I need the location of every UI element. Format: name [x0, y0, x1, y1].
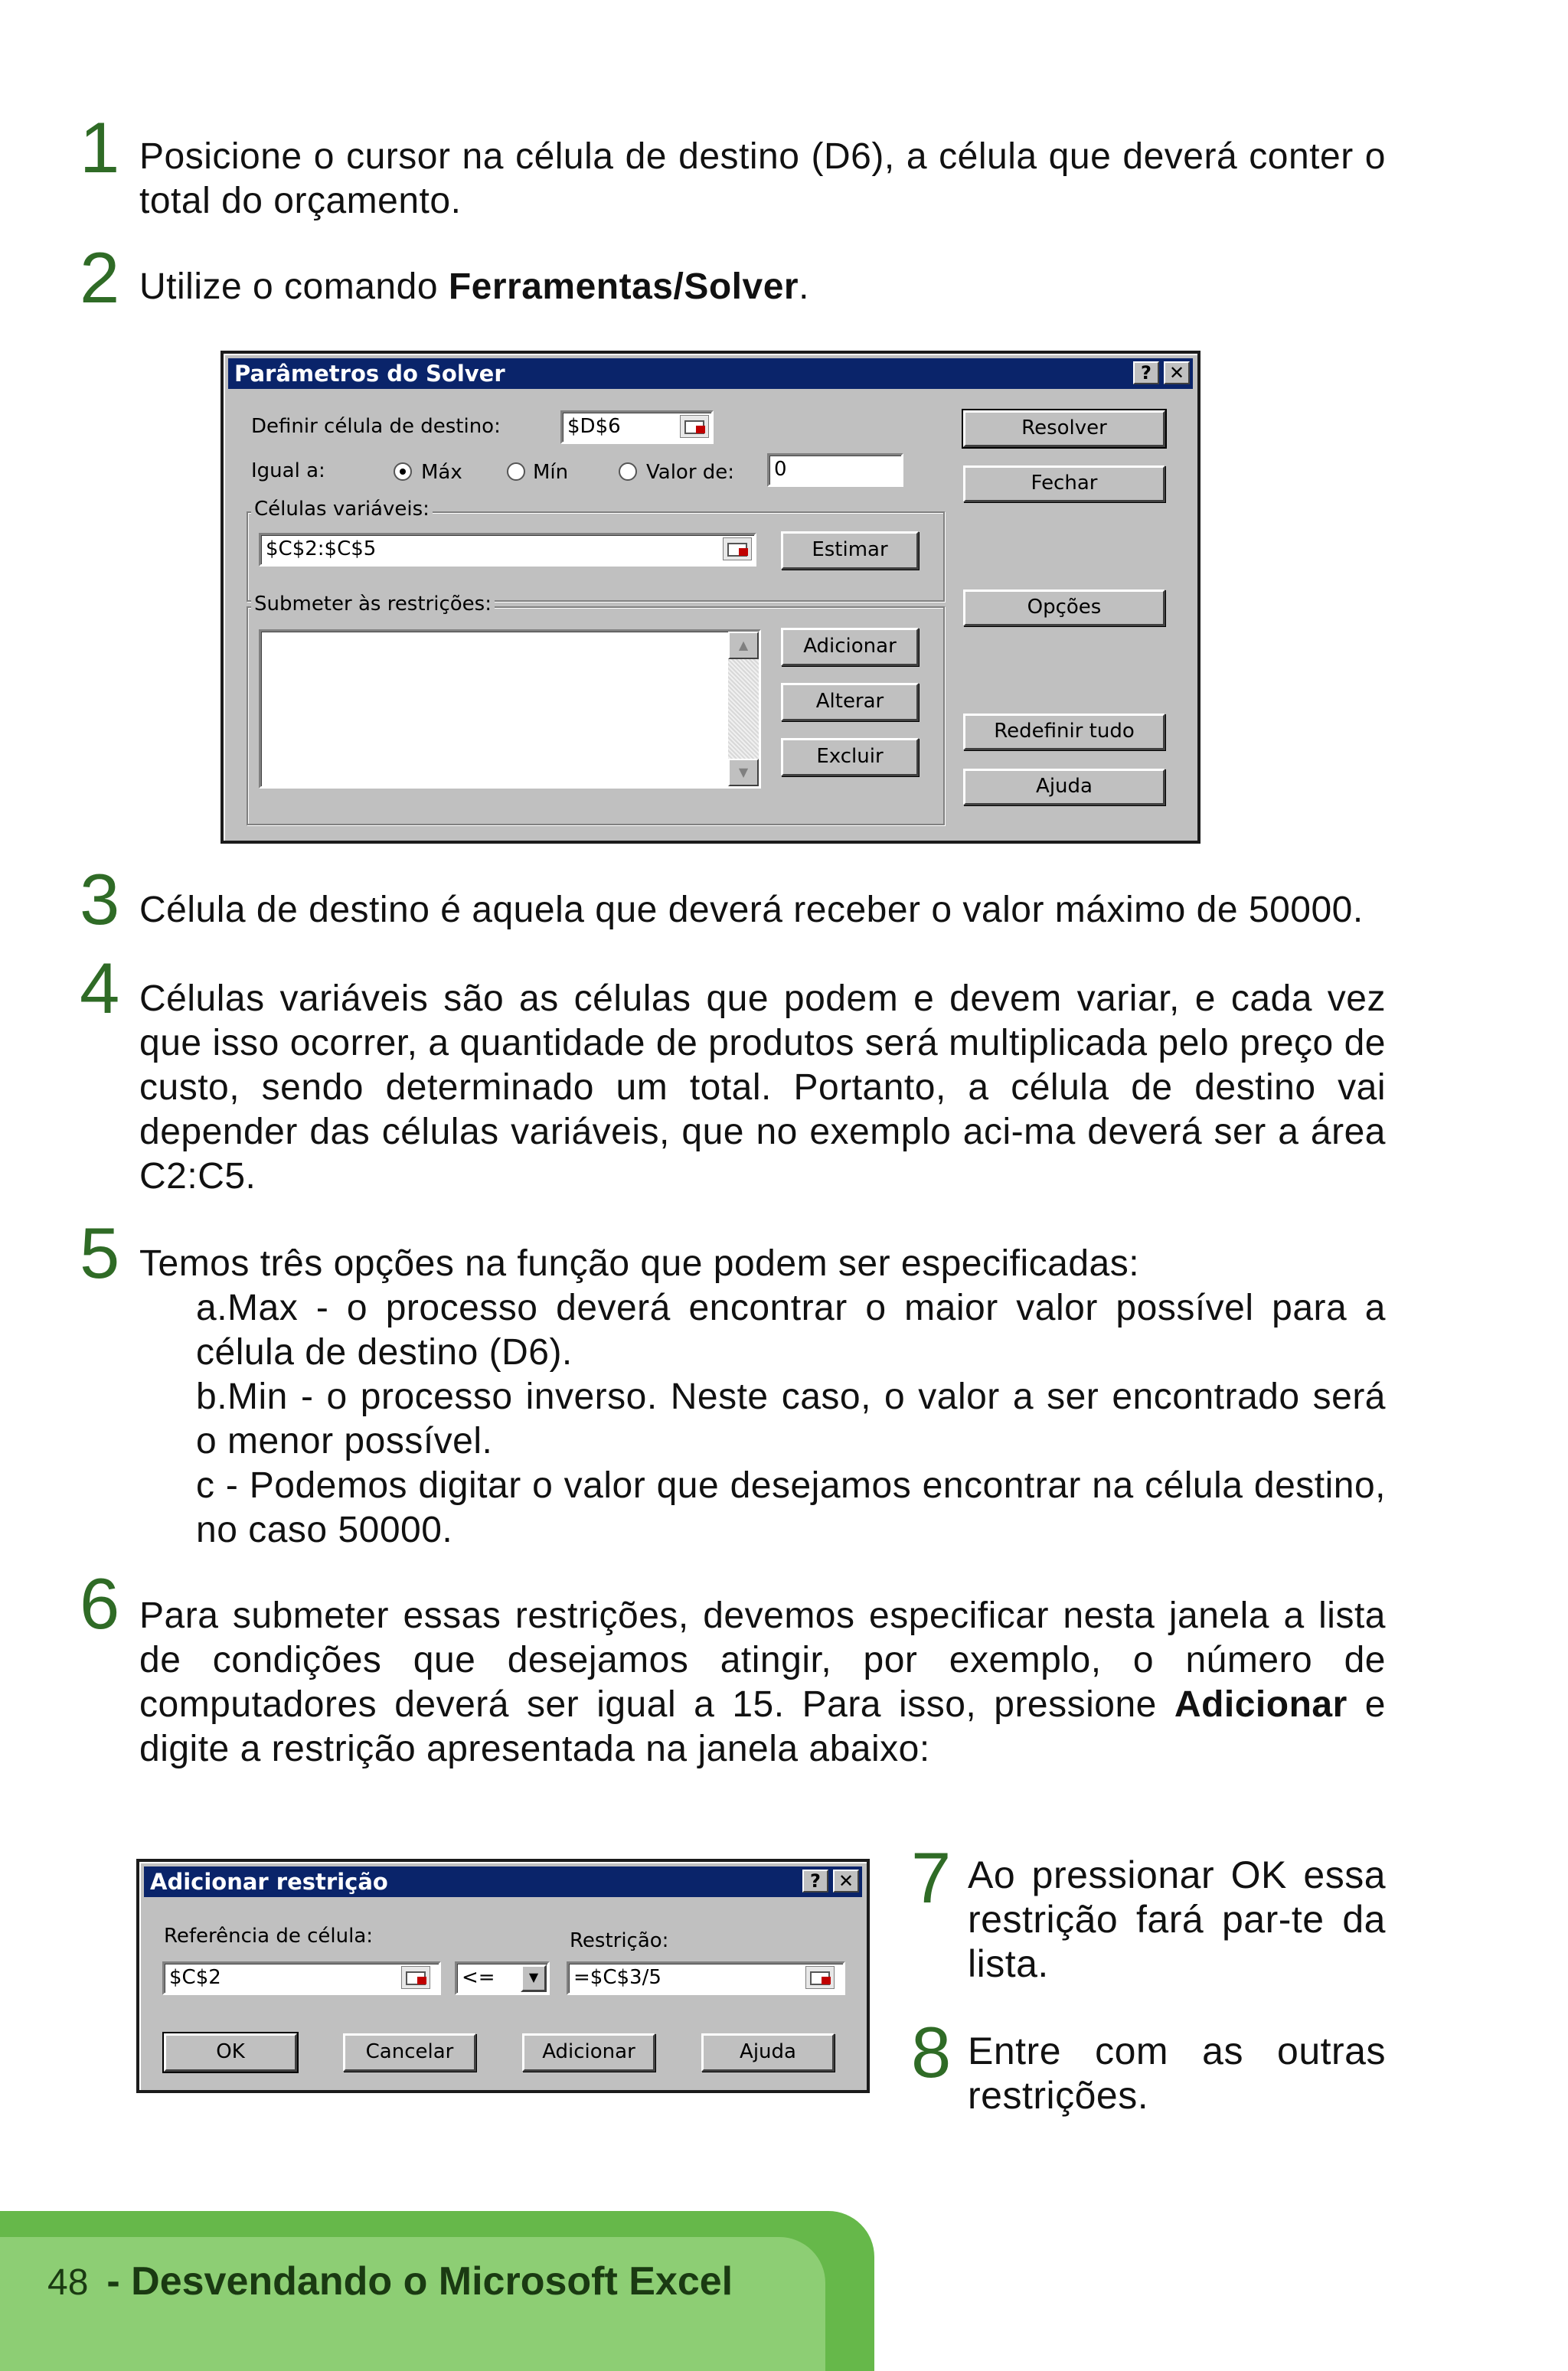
list-item: c - Podemos digitar o valor que desejamos encontrar na célula destino, no caso 50000. — [196, 1465, 1386, 1550]
step-number: 6 — [80, 1563, 120, 1644]
dialog-titlebar — [144, 1866, 862, 1897]
solver-dialog — [220, 351, 1200, 844]
step-intro: Temos três opções na função que podem ser especificadas: — [139, 1243, 1140, 1284]
collapse-dialog-icon[interactable] — [680, 415, 709, 438]
cell-reference-field[interactable]: $C$2 — [162, 1961, 441, 1995]
radio-value-of[interactable] — [619, 462, 637, 481]
add-button[interactable]: Adicionar — [781, 628, 919, 666]
step-number: 3 — [80, 859, 120, 939]
radio-value-label: Valor de: — [646, 461, 735, 484]
list-scrollbar[interactable] — [728, 632, 759, 786]
step-number: 4 — [80, 948, 120, 1028]
operator-select[interactable]: <= — [455, 1961, 550, 1995]
ok-button[interactable]: OK — [164, 2033, 297, 2072]
estimate-button[interactable]: Estimar — [781, 531, 919, 570]
radio-min-label: Mín — [533, 461, 569, 484]
step-text: Células variáveis são as células que podem e devem variar, e cada vez que isso ocorrer, a quantidade de produtos será multiplicada pelo preço de custo, sendo determinado um total. Portanto, a célula de destino vai depender das células variáveis, que no exemplo aci-ma deverá ser a área C2:C5. — [139, 978, 1386, 1197]
scroll-up-icon[interactable]: ▲ — [728, 632, 759, 659]
change-button[interactable]: Alterar — [781, 683, 919, 721]
list-item: a.Max - o processo deverá encontrar o maior valor possível para a célula de destino (D6). — [196, 1288, 1386, 1373]
page-footer — [47, 2258, 733, 2304]
collapse-dialog-icon[interactable] — [723, 537, 752, 560]
variable-cells-label: Células variáveis: — [251, 498, 433, 521]
close-button[interactable]: Fechar — [963, 465, 1165, 502]
target-cell-label: Definir célula de destino: — [251, 415, 501, 438]
value-of-field[interactable]: 0 — [767, 453, 903, 487]
collapse-dialog-icon[interactable] — [805, 1966, 835, 1989]
page-number: 48 — [47, 2262, 89, 2303]
step-text: Para submeter essas restrições, devemos especificar nesta janela a lista de condições que desejamos atingir, por exemplo, o número de computadores deverá ser igual a 15. Para isso, pressione Adicionar e digite a restrição apresentada na janela abaixo: — [139, 1595, 1387, 1769]
step-text: Ao pressionar OK essa restrição fará par-te da lista. — [968, 1853, 1386, 1985]
variable-cells-field[interactable]: $C$2:$C$5 — [259, 533, 756, 567]
scroll-down-icon[interactable]: ▼ — [728, 759, 759, 786]
cancel-button[interactable]: Cancelar — [343, 2033, 476, 2072]
step-text: Entre com as outras restrições. — [968, 2030, 1386, 2117]
constraint-label: Restrição: — [570, 1929, 669, 1952]
radio-min[interactable] — [507, 462, 525, 481]
close-icon[interactable]: ✕ — [1164, 361, 1190, 384]
help-icon[interactable]: ? — [802, 1870, 828, 1893]
close-icon[interactable]: ✕ — [833, 1870, 859, 1893]
step-number: 5 — [80, 1213, 120, 1293]
delete-button[interactable]: Excluir — [781, 738, 919, 776]
reset-all-button[interactable]: Redefinir tudo — [963, 714, 1165, 750]
collapse-dialog-icon[interactable] — [401, 1966, 430, 1989]
cell-reference-label: Referência de célula: — [164, 1925, 374, 1948]
book-title: - Desvendando o Microsoft Excel — [106, 2259, 733, 2304]
dialog-title: Parâmetros do Solver — [234, 361, 505, 387]
help-icon[interactable]: ? — [1133, 361, 1159, 384]
radio-max[interactable] — [394, 462, 412, 481]
step-text: Utilize o comando Ferramentas/Solver. — [139, 266, 809, 307]
constraint-field[interactable]: =$C$3/5 — [567, 1961, 845, 1995]
solve-button[interactable]: Resolver — [963, 410, 1165, 447]
add-button[interactable]: Adicionar — [522, 2033, 655, 2072]
dialog-title: Adicionar restrição — [150, 1869, 388, 1895]
target-cell-field[interactable]: $D$6 — [560, 410, 714, 444]
help-button[interactable]: Ajuda — [963, 769, 1165, 805]
step-text: Posicione o cursor na célula de destino (D6), a célula que deverá conter o total do orçamento. — [139, 136, 1386, 221]
dialog-titlebar — [228, 358, 1193, 389]
radio-max-label: Máx — [421, 461, 462, 484]
options-button[interactable]: Opções — [963, 589, 1165, 626]
help-button[interactable]: Ajuda — [701, 2033, 835, 2072]
step-number: 8 — [911, 2012, 952, 2092]
list-item: b.Min - o processo inverso. Neste caso, o valor a ser encontrado será o menor possível. — [196, 1377, 1386, 1461]
add-constraint-dialog — [136, 1859, 870, 2093]
step-number: 1 — [80, 107, 120, 188]
step-text — [139, 1242, 1386, 1553]
constraints-list[interactable] — [259, 629, 761, 789]
equal-to-label: Igual a: — [251, 459, 325, 482]
chevron-down-icon[interactable]: ▼ — [521, 1964, 547, 1992]
step-text: Célula de destino é aquela que deverá receber o valor máximo de 50000. — [139, 890, 1364, 930]
step-number: 2 — [80, 237, 120, 318]
constraints-label: Submeter às restrições: — [251, 593, 495, 616]
step-number: 7 — [911, 1837, 952, 1918]
